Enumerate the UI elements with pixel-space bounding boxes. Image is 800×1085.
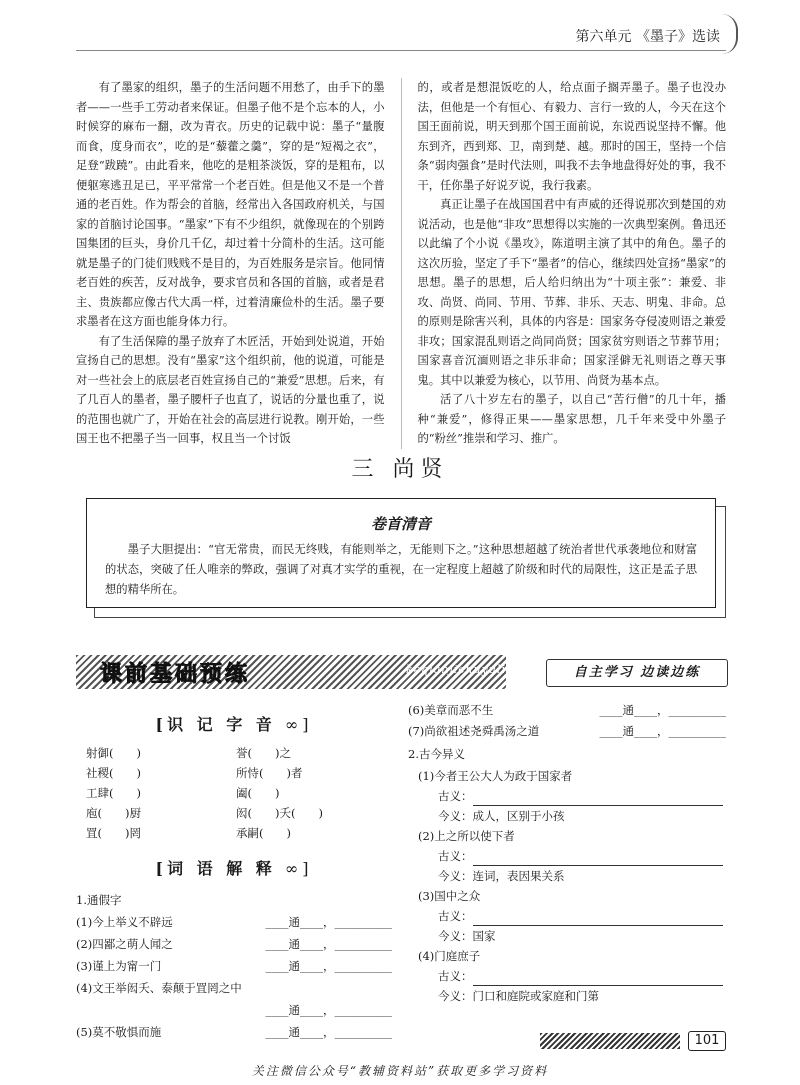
pron-item: 阖( ) (236, 786, 280, 800)
wave-icon: ∞] (275, 715, 313, 734)
intro-box-body: 墨子大胆提出：“官无常贵，而民无终贱，有能则举之，无能则下之。”这种思想超越了统治者世代承袭地位和财富的状态，突破了任人唯亲的弊政，强调了对真才实学的重视，在一定程度上超越了阶级和时代的局限性，这正是孟子思想的精华所在。 (105, 543, 697, 596)
pronunciation-heading: [识 记 字 音 ∞] (155, 715, 313, 734)
pron-item: 誉( )之 (236, 746, 291, 760)
guji-question: (3)国中之众 (418, 889, 481, 903)
guji-item (408, 886, 726, 946)
tongjia-item (76, 1021, 392, 1043)
guji-item (408, 826, 726, 886)
column-divider (401, 78, 402, 449)
banner-tag: 自主学习 边读边练 (546, 659, 728, 687)
banner-pinyin: keqianjichuyulian (406, 663, 522, 676)
tongjia-blank[interactable]: ____通____，__________ (265, 959, 392, 973)
pron-item: 社稷( ) (86, 766, 141, 780)
tongjia-text: (5)莫不敬惧而施 (76, 1025, 162, 1039)
guji-answer-blank[interactable] (473, 791, 723, 806)
guji-gu-label: 古义： (438, 969, 473, 983)
pron-item: 庖( )厨 (86, 806, 141, 820)
guji-jin: 今义：连词，表因果关系 (438, 869, 565, 883)
article-paragraph: 真正让墨子在战国国君中有声威的还得说那次到楚国的劝说活动，也是他“非攻”思想得以实施的一次典型案例。鲁迅还以此编了个小说《墨攻》，陈道明主演了其中的角色。墨子的这次历验，坚定了手下“墨者”的信心，继续四处宣扬“墨家”的思想。墨子的思想，后人给归纳出为“十项主张”：兼爱、非攻、尚贤、尚同、节用、节葬、非乐、天志、明鬼、非命。总的原则是除害兴利，具体的内容是：国家务夺侵凌则语之兼爱非攻；国家混乱则语之尚同尚贤；国家贫穷则语之节葬节用；国家喜音沉湎则语之非乐非命；国家淫僻无礼则语之尊天事鬼。其中以兼爱为核心，以节用、尚贤为基本点。 (417, 198, 726, 387)
guji-question: (4)门庭庶子 (418, 949, 481, 963)
article-paragraph: 有了生活保障的墨子放弃了木匠活，开始到处说道，开始宣扬自己的思想。没有“墨家”这个组织前，他的说道，可能是对一些社会上的底层老百姓宣扬自己的“兼爱”思想。后来，有了几百人的墨者，墨子腰杆子也直了，说话的分量也重了，说的范围也就广了，开始在社会的高层进行说教。刚开始，一些国王也不把墨子当一回事，权且当一个讨饭 (76, 334, 385, 445)
tongjia-blank[interactable]: ____通____，__________ (599, 703, 726, 717)
tongjia-text: (2)四鄙之萌人闻之 (76, 937, 173, 951)
guji-gu-label: 古义： (438, 849, 473, 863)
guji-answer-blank[interactable] (473, 851, 723, 866)
guji-answer-blank[interactable] (473, 911, 723, 926)
pron-item: 所恃( )者 (236, 766, 303, 780)
tongjia-blank[interactable]: ____通____，__________ (265, 1003, 392, 1017)
article-paragraph: 有了墨家的组织，墨子的生活问题不用愁了，由手下的墨者——一些手工劳动者来保证。但墨子他不是个忘本的人，小时候穿的麻布一翻，改为青衣。历史的记载中说：墨子“量腹而食，度身而衣”，吃的是“藜藿之羹”，穿的是“短褐之衣”，足登“跋蹺”。由此看来，他吃的是粗茶淡饭，穿的是粗布，以便躯寒逃丑足已，平平常常一个老百姓。但是他又不是一个普通的老百姓。作为帮会的首脑，经常出入各国政府机关，与国家的首脑讨论国事。“墨家”下有不少组织，就像现在的个别跨国集团的巨头，身价几千亿，却过着十分简朴的生活。这可能就是墨子的门徒们贱贱不是目的，为百姓服务是宗旨。他同情老百姓的疾苦，反对战争，要求官员和各国的首脑，或者是君主、贵族都应像古代大禹一样，过着清廉俭朴的生活。墨子要求墨者在这方面也能身体力行。 (76, 81, 385, 328)
article-columns (76, 78, 726, 449)
tong-text: 通 (288, 937, 300, 951)
section-title: 三 尚贤 (351, 457, 449, 482)
wave-icon: ∞] (275, 859, 313, 878)
tongjia-item (76, 977, 392, 999)
guji-jin: 今义：成人，区别于小孩 (438, 809, 565, 823)
guji-answer-blank[interactable] (473, 971, 723, 986)
header-decoration (722, 14, 738, 54)
tong-text: 通 (288, 1025, 300, 1039)
guji-item (408, 766, 726, 826)
intro-box (86, 498, 716, 608)
article-left-column (76, 78, 385, 449)
guji-gu-label: 古义： (438, 909, 473, 923)
footer-note: 关注微信公众号“教辅资料站”获取更多学习资料 (251, 1064, 549, 1078)
guji-item (408, 946, 726, 1006)
tong-text: 通 (622, 724, 634, 738)
pronunciation-heading-text: 识 记 字 音 (167, 715, 276, 734)
article-paragraph: 的，或者是想混饭吃的人，给点面子搁弄墨子。墨子也没办法，但他是一个有恒心、有毅力、言行一致的人，今天在这个国王面前说，明天到那个国王面前说，东说西说坚持不懈。他东到齐，西到郑、卫，南到楚、越。那时的国王，坚持一个信条“弱肉强食”是时代法则，叫我不去争地盘得好处的事，我不干，任你墨子好说歹说，我行我素。 (417, 81, 726, 192)
intro-box-title: 卷首清音 (370, 515, 431, 533)
tongjia-blank-row (76, 999, 392, 1021)
banner-title: 课前基础预练 (100, 662, 251, 687)
pron-item: 射御( ) (86, 746, 141, 760)
tongjia-item (408, 721, 726, 742)
vocab-heading-text: 词 语 解 释 (167, 859, 276, 878)
guji-jin: 今义：国家 (438, 929, 496, 943)
tongjia-text: (4)文王举闳夭、泰颠于罝罔之中 (76, 981, 242, 995)
tong-text: 通 (288, 915, 300, 929)
article-paragraph: 活了八十岁左右的墨子，以自己“苦行僧”的几十年，播种“兼爱”，修得正果——墨家思想，几千年来受中外墨子的“粉丝”推崇和学习、推广。 (417, 393, 726, 445)
guji-gu-row (408, 846, 726, 866)
page-number-block (540, 1030, 726, 1052)
tongjia-item (76, 955, 392, 977)
page-number: 101 (688, 1031, 726, 1051)
pron-item: 闳( )夭( ) (236, 806, 323, 820)
tongjia-text: (6)美章而恶不生 (408, 703, 494, 717)
tongjia-blank[interactable]: ____通____，__________ (599, 724, 726, 738)
header-rule (76, 50, 726, 51)
pron-item: 工肆( ) (86, 786, 141, 800)
pronunciation-grid (86, 745, 392, 842)
tong-text: 通 (288, 959, 300, 973)
tongjia-item (76, 933, 392, 955)
tongjia-text: (3)谨上为甯一门 (76, 959, 162, 973)
tongjia-item (408, 700, 726, 721)
tongjia-title: 1.通假字 (76, 893, 122, 907)
guji-jin: 今义：门口和庭院或家庭和门第 (438, 989, 599, 1003)
guji-question: (2)上之所以使下者 (418, 829, 515, 843)
vocab-heading: [词 语 解 释 ∞] (155, 859, 313, 878)
pron-item: 罝( )罔 (86, 826, 141, 840)
guji-gu-label: 古义： (438, 789, 473, 803)
tongjia-blank[interactable]: ____通____，__________ (265, 937, 392, 951)
tong-text: 通 (288, 1003, 300, 1017)
right-exercises (408, 700, 726, 1006)
guji-question: (1)今者王公大人为政于国家者 (418, 769, 573, 783)
tongjia-text: (7)尚欲祖述尧舜禹汤之道 (408, 724, 540, 738)
tongjia-item (76, 911, 392, 933)
guji-title: 2.古今异义 (408, 747, 465, 761)
tongjia-blank[interactable]: ____通____，__________ (265, 1025, 392, 1039)
guji-gu-row (408, 786, 726, 806)
guji-gu-row (408, 966, 726, 986)
page-stripe (540, 1033, 680, 1049)
pron-item: 承嗣( ) (236, 826, 291, 840)
unit-header: 第六单元 《墨子》选读 (575, 29, 720, 45)
exercise-banner (76, 655, 726, 689)
tongjia-blank[interactable]: ____通____，__________ (265, 915, 392, 929)
tong-text: 通 (622, 703, 634, 717)
tongjia-text: (1)今上举义不辟远 (76, 915, 173, 929)
left-exercises (76, 706, 392, 1043)
article-right-column (418, 78, 727, 449)
guji-gu-row (408, 906, 726, 926)
